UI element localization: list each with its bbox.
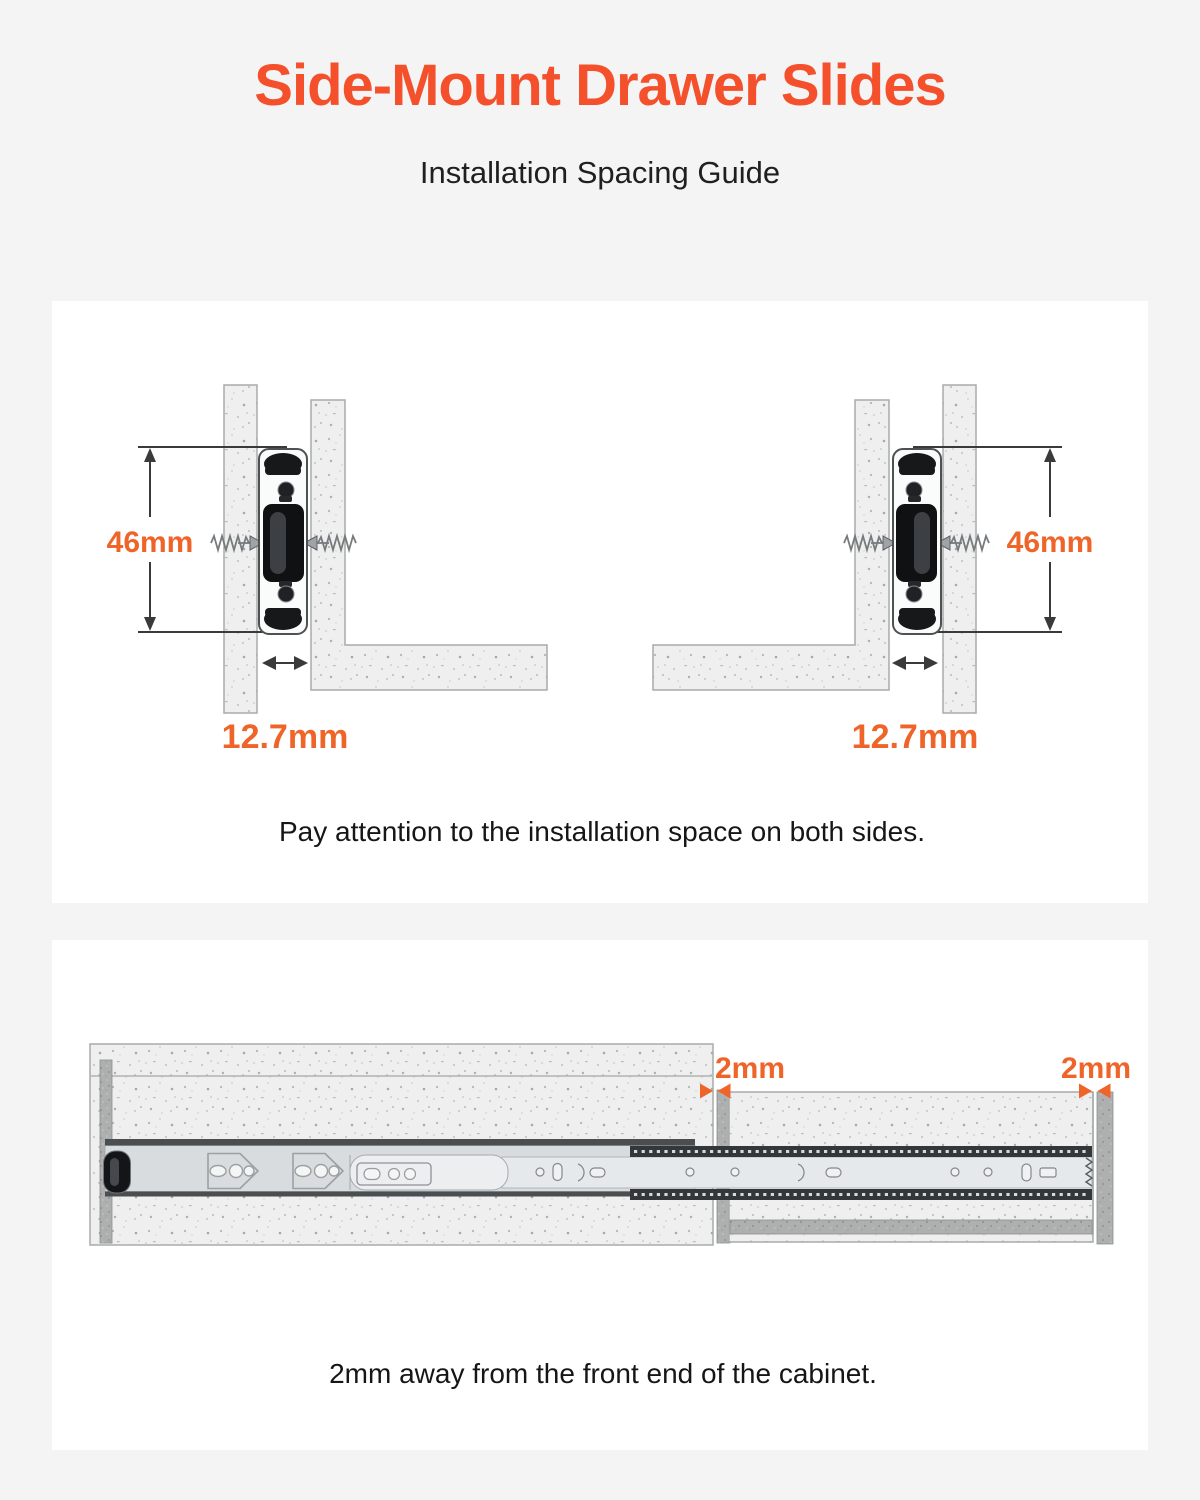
front-gap-label: 2mm [1060, 1052, 1132, 1085]
slide-rail [104, 1139, 1093, 1200]
right-gap-dimension-label: 12.7mm [851, 718, 979, 756]
rail-end-cap [104, 1151, 131, 1193]
right-height-dimension-label: 46mm [1006, 526, 1094, 559]
drawer-bottom-panel [730, 1220, 1092, 1234]
front-gap-panel [52, 940, 1148, 1450]
rear-gap-label: 2mm [714, 1052, 786, 1085]
panel2-caption: 2mm away from the front end of the cabinet. [329, 1358, 877, 1389]
left-height-dimension-label: 46mm [106, 526, 194, 559]
left-gap-dimension-label: 12.7mm [221, 718, 349, 756]
side-spacing-panel [52, 301, 1148, 903]
front-gap-diagram [52, 940, 1148, 1450]
drawer-front-panel [1097, 1092, 1113, 1244]
side-spacing-diagram [52, 301, 1148, 903]
page-title: Side-Mount Drawer Slides [254, 53, 946, 118]
right-cross-section-diagram [653, 385, 1062, 713]
rail-middle-member [350, 1155, 508, 1190]
page-subtitle: Installation Spacing Guide [419, 155, 781, 190]
left-cross-section-diagram [138, 385, 547, 713]
panel1-caption: Pay attention to the installation space on both sides. [279, 816, 925, 847]
